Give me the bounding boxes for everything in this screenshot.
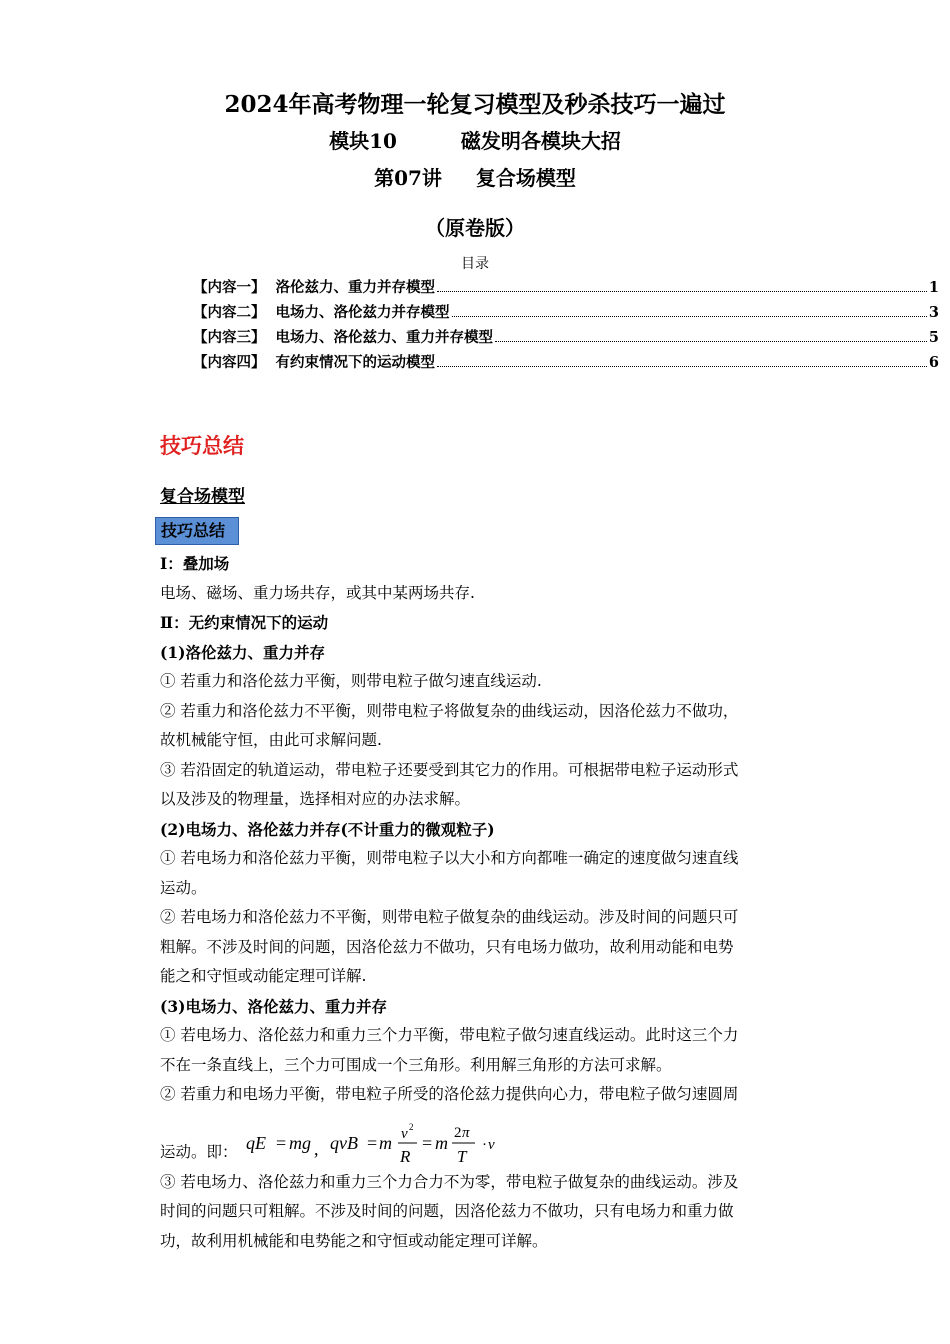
case-heading: (3)电场力、洛伦兹力、重力并存: [160, 996, 387, 1016]
case-item-text: ② 若电场力和洛伦兹力不平衡，则带电粒子做复杂的曲线运动。涉及时间的问题只可: [160, 908, 739, 926]
paragraph-heading: Ⅰ：叠加场: [160, 554, 230, 573]
toc-entry-page: 1: [928, 279, 939, 296]
lecture-number: 第07讲: [374, 166, 442, 190]
toc-entry-page: 6: [928, 354, 939, 371]
toc-entry-title: 有约束情况下的运动模型: [275, 354, 435, 371]
toc-entry-page: 5: [928, 329, 939, 346]
case-heading: (2)电场力、洛伦兹力并存(不计重力的微观粒子): [160, 819, 495, 839]
svg-text:=: =: [422, 1132, 433, 1153]
case-item-text: ② 若重力和洛伦兹力不平衡，则带电粒子将做复杂的曲线运动，因洛伦兹力不做功，: [160, 701, 739, 720]
content-body: [160, 549, 790, 1256]
case-item-text: ③ 若电场力、洛伦兹力和重力三个力合力不为零，带电粒子做复杂的曲线运动。涉及: [160, 1172, 739, 1191]
toc-heading: 目录: [461, 256, 489, 272]
toc-entry-1[interactable]: [193, 276, 939, 301]
section-subheading: 复合场模型: [160, 487, 245, 507]
svg-text:2: 2: [409, 1121, 414, 1132]
case-item-text: 时间的问题只可粗解。不涉及时间的问题，因洛伦兹力不做功，只有电场力和重力做: [160, 1202, 734, 1220]
svg-text:T: T: [457, 1146, 467, 1166]
toc-entry-2[interactable]: [193, 301, 939, 326]
document-title: 2024年高考物理一轮复习模型及秒杀技巧一遍过: [224, 91, 726, 118]
svg-text:v: v: [401, 1125, 408, 1142]
module-line: [0, 125, 950, 154]
formula-line: [160, 1110, 790, 1168]
svg-text:R: R: [400, 1146, 411, 1166]
svg-text:2: 2: [454, 1124, 462, 1141]
lecture-line: [0, 162, 950, 191]
case-item-text: ① 若重力和洛伦兹力平衡，则带电粒子做匀速直线运动.: [160, 672, 542, 690]
case-item-text: ① 若电场力、洛伦兹力和重力三个力平衡，带电粒子做匀速直线运动。此时这三个力: [160, 1026, 739, 1044]
toc-leader-dots: [437, 365, 927, 367]
case-item-text: 能之和守恒或动能定理可详解.: [160, 967, 367, 985]
svg-text:,: ,: [314, 1138, 319, 1159]
table-of-contents: [193, 276, 939, 376]
toc-leader-dots: [452, 315, 927, 317]
toc-entry-tag: 【内容三】: [193, 329, 266, 346]
paragraph-text: 电场、磁场、重力场共存，或其中某两场共存.: [160, 583, 475, 602]
edition-label: （原卷版）: [425, 216, 525, 240]
lecture-name: 复合场模型: [475, 166, 576, 190]
svg-text:v: v: [488, 1136, 495, 1153]
toc-entry-4[interactable]: [193, 351, 939, 376]
svg-text:m: m: [379, 1132, 392, 1153]
toc-entry-tag: 【内容二】: [193, 304, 266, 321]
toc-entry-title: 电场力、洛伦兹力并存模型: [275, 304, 450, 321]
section-heading: 技巧总结: [160, 433, 244, 458]
case-item-text: ② 若重力和电场力平衡，带电粒子所受的洛伦兹力提供向心力，带电粒子做匀速圆周: [160, 1085, 739, 1103]
case-item-text: 以及涉及的物理量，选择相对应的办法求解。: [160, 790, 471, 808]
formula-lead-text: 运动。即：: [160, 1143, 238, 1161]
svg-text:mg: mg: [289, 1132, 311, 1153]
toc-entry-tag: 【内容一】: [193, 279, 266, 296]
svg-text:=: =: [367, 1132, 378, 1153]
summary-badge: 技巧总结: [155, 517, 239, 545]
toc-entry-title: 洛伦兹力、重力并存模型: [275, 279, 435, 296]
case-item-text: 功，故利用机械能和电势能之和守恒或动能定理可详解。: [160, 1231, 548, 1250]
case-item-text: 故机械能守恒，由此可求解问题.: [160, 731, 382, 749]
module-number: 模块10: [329, 129, 397, 153]
toc-entry-tag: 【内容四】: [193, 354, 266, 371]
case-item-text: 运动。: [160, 878, 207, 897]
toc-leader-dots: [495, 340, 927, 342]
svg-text:m: m: [435, 1132, 448, 1153]
case-item-text: ③ 若沿固定的轨道运动，带电粒子还要受到其它力的作用。可根据带电粒子运动形式: [160, 760, 739, 779]
toc-entry-page: 3: [928, 304, 939, 321]
toc-entry-3[interactable]: [193, 326, 939, 351]
svg-text:qvB: qvB: [330, 1132, 358, 1153]
svg-text:qE: qE: [246, 1132, 266, 1153]
case-item-text: 粗解。不涉及时间的问题，因洛伦兹力不做功，只有电场力做功，故利用动能和电势: [160, 937, 734, 956]
formula-equation: [242, 1110, 542, 1168]
paragraph-heading: Ⅱ：无约束情况下的运动: [160, 613, 329, 632]
case-item-text: 不在一条直线上，三个力可围成一个三角形。利用解三角形的方法可求解。: [160, 1055, 672, 1074]
case-item-text: ① 若电场力和洛伦兹力平衡，则带电粒子以大小和方向都唯一确定的速度做匀速直线: [160, 849, 739, 867]
module-name: 磁发明各模块大招: [460, 129, 621, 153]
toc-leader-dots: [437, 290, 927, 292]
svg-text:=: =: [276, 1132, 287, 1153]
svg-text:π: π: [462, 1124, 470, 1141]
toc-entry-title: 电场力、洛伦兹力、重力并存模型: [275, 329, 493, 346]
case-heading: (1)洛伦兹力、重力并存: [160, 642, 325, 662]
svg-text:·: ·: [482, 1136, 487, 1153]
